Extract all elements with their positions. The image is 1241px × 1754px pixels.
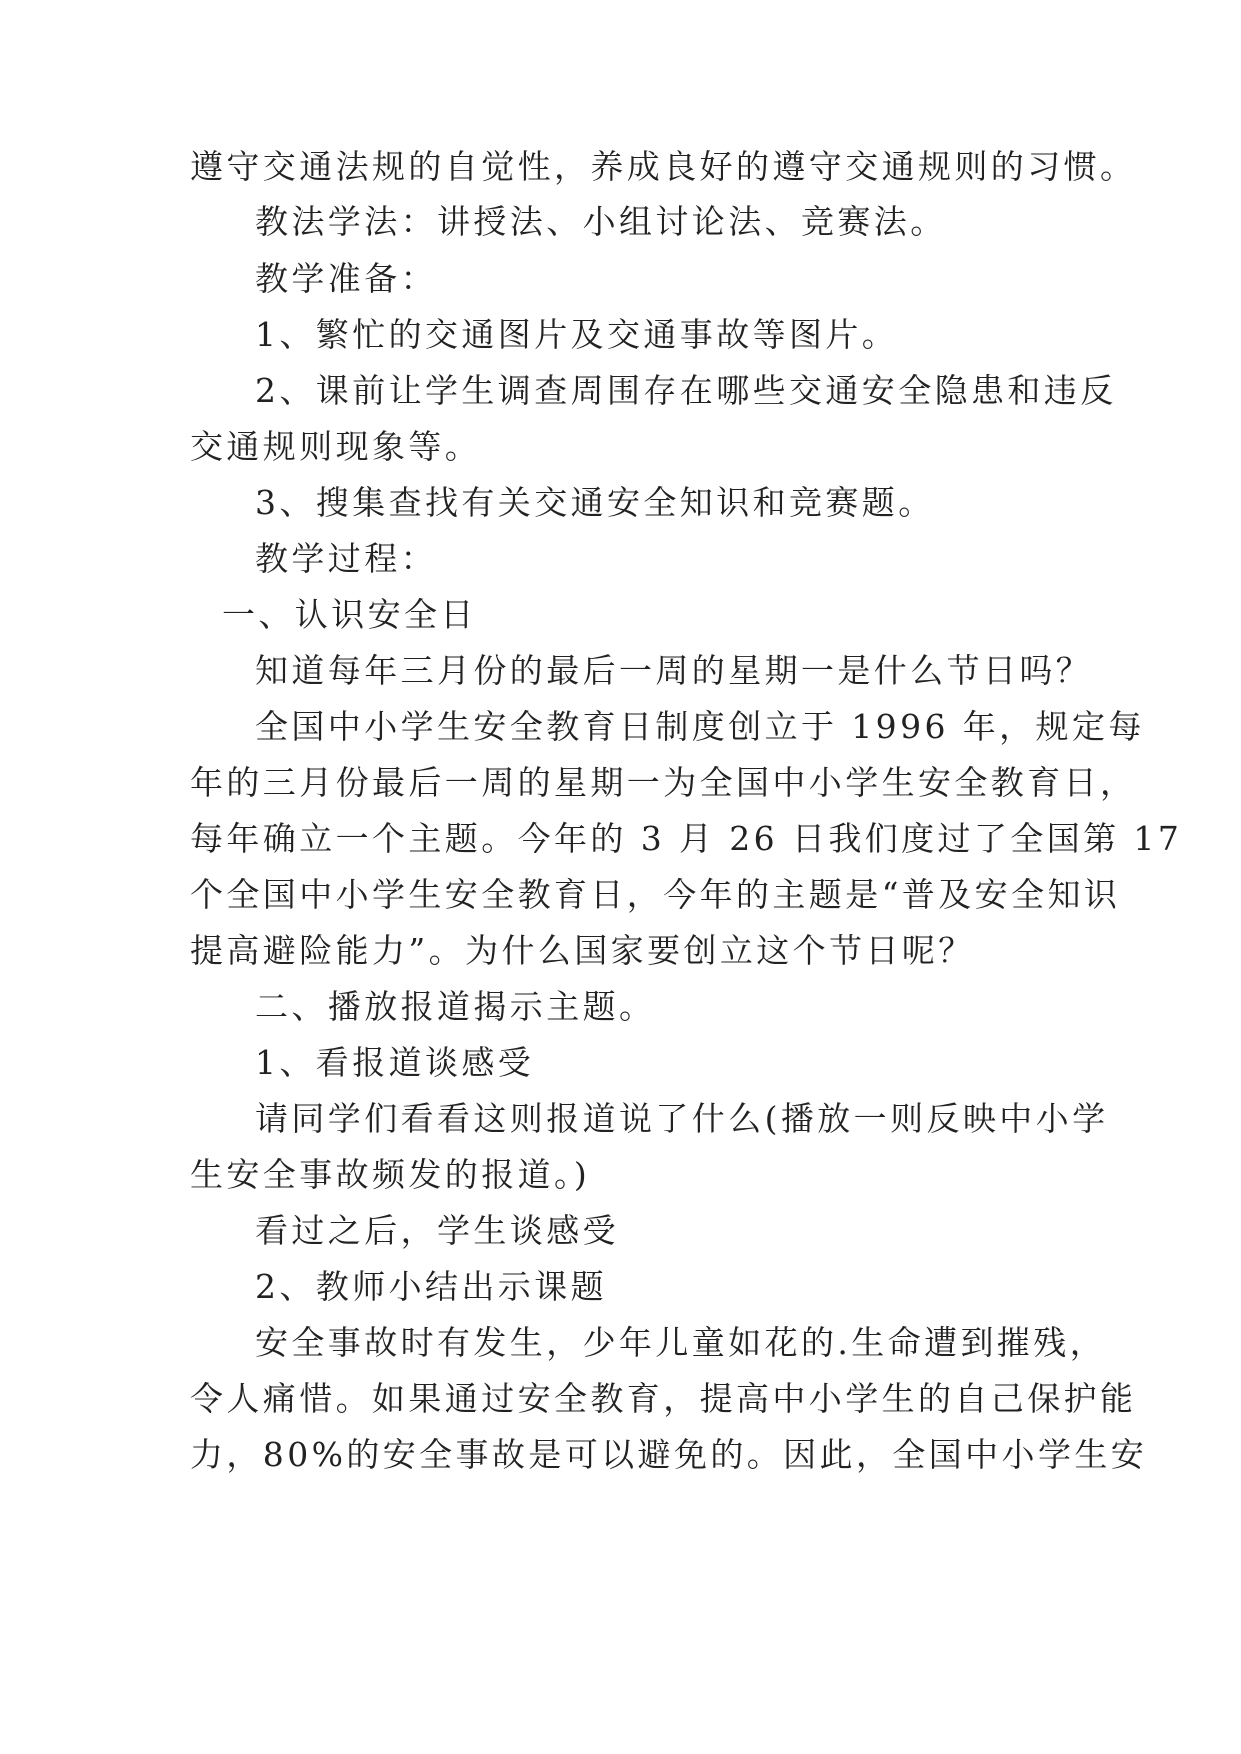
paragraph-line: 提高避险能力”。为什么国家要创立这个节日呢？ (190, 931, 975, 970)
paragraph-line: 请同学们看看这则报道说了什么(播放一则反映中小学 (255, 1099, 1109, 1138)
section-heading: 一、认识安全日 (222, 595, 477, 634)
paragraph-line: 令人痛惜。如果通过安全教育，提高中小学生的自己保护能 (190, 1379, 1137, 1418)
paragraph-line: 个全国中小学生安全教育日，今年的主题是“普及安全知识 (190, 875, 1121, 914)
paragraph-line: 安全事故时有发生，少年儿童如花的.生命遭到摧残， (255, 1323, 1107, 1362)
paragraph-line: 看过之后，学生谈感受 (255, 1211, 619, 1250)
paragraph-line: 教学过程： (255, 539, 437, 578)
paragraph-line: 全国中小学生安全教育日制度创立于 1996 年，规定每 (255, 707, 1145, 746)
paragraph-line: 生安全事故频发的报道。) (190, 1155, 591, 1194)
paragraph-line: 2、课前让学生调查周围存在哪些交通安全隐患和违反 (255, 371, 1117, 410)
paragraph-line: 年的三月份最后一周的星期一为全国中小学生安全教育日， (190, 763, 1137, 802)
paragraph-line: 教学准备： (255, 259, 437, 298)
paragraph-line: 力，80%的安全事故是可以避免的。因此，全国中小学生安 (190, 1435, 1148, 1474)
paragraph-line: 每年确立一个主题。今年的 3 月 26 日我们度过了全国第 17 (190, 819, 1183, 858)
paragraph-line: 遵守交通法规的自觉性，养成良好的遵守交通规则的习惯。 (190, 147, 1137, 186)
paragraph-line: 交通规则现象等。 (190, 427, 482, 466)
paragraph-line: 2、教师小结出示课题 (255, 1267, 607, 1306)
paragraph-line: 知道每年三月份的最后一周的星期一是什么节日吗？ (255, 651, 1093, 690)
paragraph-line: 教法学法：讲授法、小组讨论法、竞赛法。 (255, 202, 947, 241)
section-heading: 二、播放报道揭示主题。 (255, 987, 656, 1026)
paragraph-line: 1、看报道谈感受 (255, 1043, 535, 1082)
paragraph-line: 3、搜集查找有关交通安全知识和竞赛题。 (255, 483, 935, 522)
paragraph-line: 1、繁忙的交通图片及交通事故等图片。 (255, 315, 899, 354)
